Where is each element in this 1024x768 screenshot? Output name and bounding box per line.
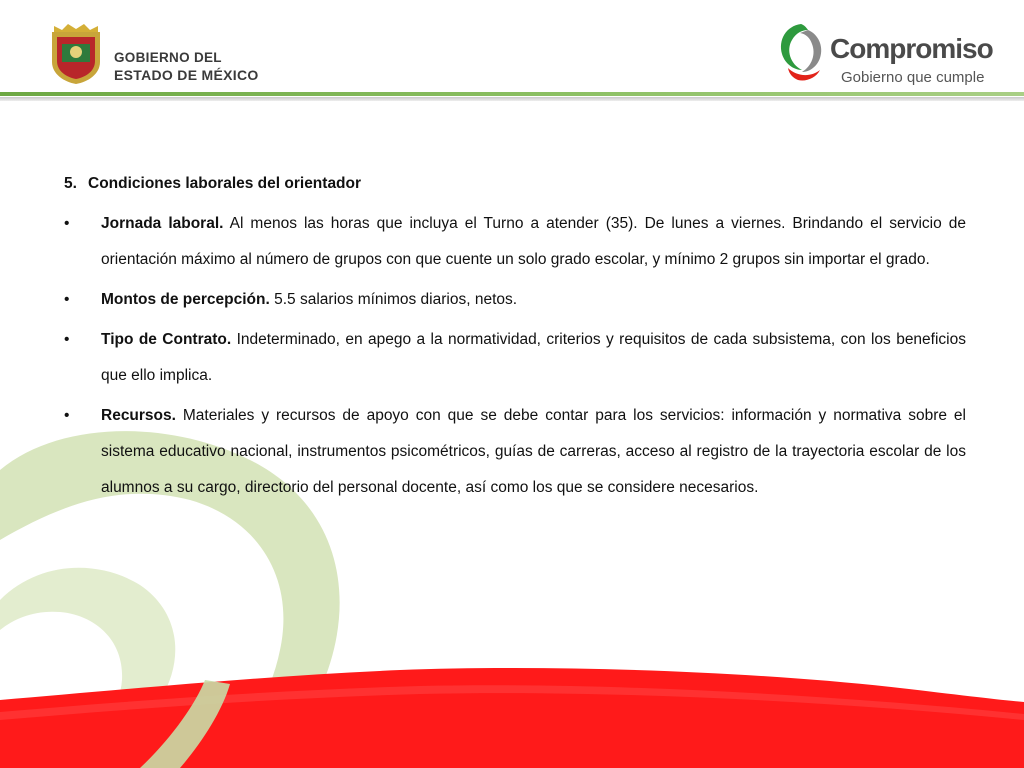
section-number: 5. xyxy=(64,175,77,192)
section-title: Condiciones laborales del orientador xyxy=(88,175,362,192)
state-coat-of-arms-icon xyxy=(46,22,106,84)
government-name-line2: ESTADO DE MÉXICO xyxy=(114,67,259,83)
brand-subtitle: Gobierno que cumple xyxy=(841,69,985,86)
bullet-marker: • xyxy=(64,291,70,308)
slide-content xyxy=(64,172,966,510)
header-green-rule xyxy=(0,92,1024,96)
section-heading xyxy=(64,172,966,206)
item-lead: Tipo de Contrato. xyxy=(101,331,232,348)
compromiso-swirl-logo-icon xyxy=(776,20,826,82)
item-lead: Recursos. xyxy=(101,407,176,424)
brand-title: Compromiso xyxy=(830,33,993,64)
item-text: 5.5 salarios mínimos diarios, netos. xyxy=(269,291,518,308)
slide-header xyxy=(0,0,1024,104)
government-name-line1: GOBIERNO DEL xyxy=(114,50,222,65)
list-item-recursos xyxy=(64,398,966,506)
item-text: Al menos las horas que incluya el Turno a atender (35). De lunes a viernes. Brindando el servicio de orientación máximo al número de grupos con que cuente un solo grado escolar, y mínimo 2 grupos sin importar el grado. xyxy=(101,215,967,268)
bullet-marker: • xyxy=(64,407,70,424)
header-grey-rule xyxy=(0,97,1024,101)
item-lead: Montos de percepción. xyxy=(101,291,270,308)
item-text: Indeterminado, en apego a la normatividad, criterios y requisitos de cada subsistema, con los beneficios que ello implica. xyxy=(101,331,966,384)
list-item-jornada xyxy=(64,206,966,278)
list-item-contrato xyxy=(64,322,966,394)
bullet-marker: • xyxy=(64,331,70,348)
bullet-marker: • xyxy=(64,215,70,232)
list-item-montos xyxy=(64,282,966,318)
item-lead: Jornada laboral. xyxy=(101,215,224,232)
item-text: Materiales y recursos de apoyo con que se debe contar para los servicios: información y normativa sobre el sistema educativo nacional, instrumentos psicométricos, guías de carreras, acceso al registro de la trayectoria escolar de los alumnos a su cargo, directorio del personal docente, así como los que se considere necesarios. xyxy=(101,407,966,496)
